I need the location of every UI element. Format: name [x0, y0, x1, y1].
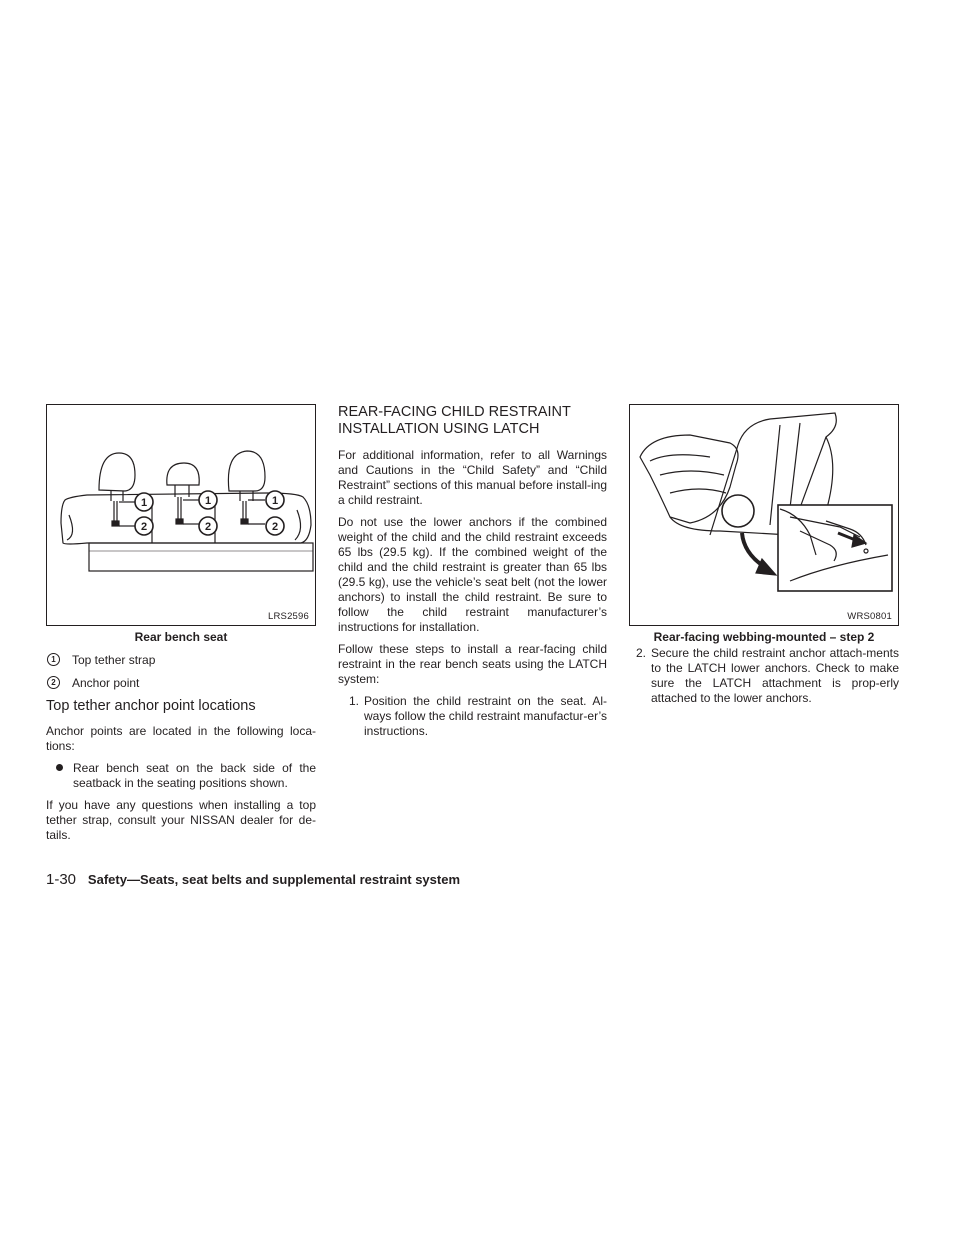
step-text: Position the child restraint on the seat. Al-ways follow the child restraint manufactur-er’s instructions.	[364, 694, 607, 738]
rear-bench-seat-figure	[46, 404, 316, 626]
figure-caption: Rear bench seat	[134, 630, 228, 644]
figure-code: WRS0801	[847, 611, 892, 622]
callout-1-right: 1	[271, 495, 279, 507]
callout-1-left: 1	[140, 497, 148, 509]
chapter-title: Safety—Seats, seat belts and supplemental restraint system	[87, 872, 461, 887]
closing-paragraph: If you have any questions when installing a top tether strap, consult your NISSAN dealer for de-tails.	[46, 798, 316, 842]
rear-bench-seat-illustration	[47, 405, 315, 625]
step-item	[629, 646, 899, 706]
section-heading: REAR-FACING CHILD RESTRAINT INSTALLATION USING LATCH	[338, 404, 571, 437]
left-column	[46, 404, 316, 850]
page-footer	[46, 871, 460, 888]
legend-label: Top tether strap	[72, 652, 156, 667]
paragraph: Do not use the lower anchors if the combined weight of the child and the child restraint exceeds 65 lbs (29.5 kg). If the combined weight of the child and the child restraint is greater than 65 lbs (29.5 kg), use the vehicle’s seat belt (not the lower anchors) to install the child restraint. Be sure to follow the child restraint manufacturer’s instructions for installation.	[338, 515, 607, 634]
intro-paragraph: Anchor points are located in the following loca-tions:	[46, 724, 316, 753]
step-number: 2.	[635, 646, 646, 660]
rear-facing-latch-illustration	[630, 405, 898, 625]
right-column	[629, 404, 899, 713]
paragraph: For additional information, refer to all Warnings and Cautions in the “Child Safety” and “Child Restraint” sections of this manual before install-ing a child restraint.	[338, 448, 607, 507]
legend-label: Anchor point	[72, 675, 140, 690]
legend-number: 2	[47, 676, 60, 689]
callout-2-center: 2	[204, 521, 212, 533]
figure-legend	[46, 652, 316, 690]
step-text: Secure the child restraint anchor attach-ments to the LATCH lower anchors. Check to make sure the LATCH attachment is prop-erly attached to the lower anchors.	[651, 646, 899, 705]
callout-2-left: 2	[140, 521, 148, 533]
legend-item	[46, 652, 316, 667]
middle-column	[338, 404, 607, 746]
paragraph: Follow these steps to install a rear-facing child restraint in the rear bench seats using the LATCH system:	[338, 642, 607, 686]
figure-caption: Rear-facing webbing-mounted – step 2	[653, 630, 875, 644]
legend-item	[46, 675, 316, 690]
bullet-item	[46, 761, 316, 791]
step-item	[338, 694, 607, 739]
bullet-text: Rear bench seat on the back side of the seatback in the seating positions shown.	[73, 761, 316, 790]
rear-facing-latch-figure	[629, 404, 899, 626]
callout-1-center: 1	[204, 495, 212, 507]
page-number: 1-30	[46, 871, 77, 888]
callout-2-right: 2	[271, 521, 279, 533]
step-number: 1.	[348, 694, 359, 708]
figure-code: LRS2596	[267, 611, 309, 622]
section-subheading: Top tether anchor point locations	[46, 698, 256, 714]
bullet-icon	[56, 764, 65, 773]
legend-number: 1	[47, 653, 60, 666]
